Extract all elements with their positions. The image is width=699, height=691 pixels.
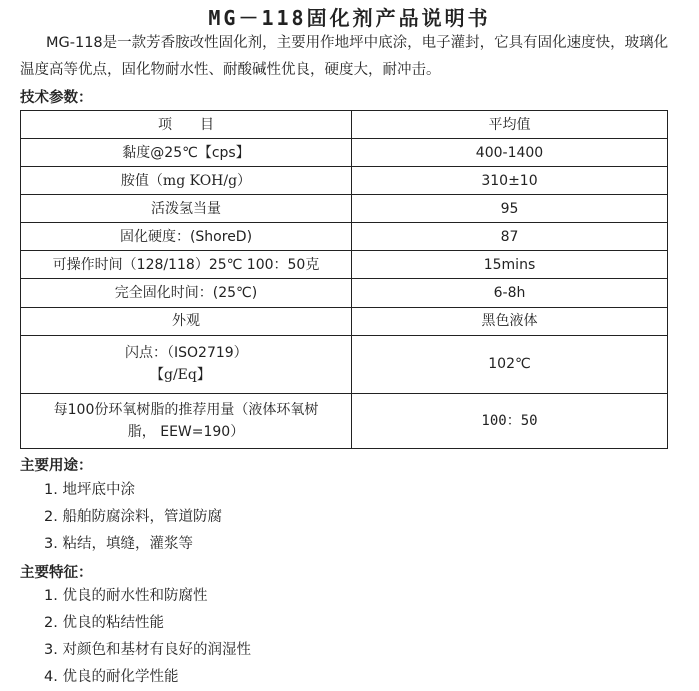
table-cell-item-line: 闪点：（ISO2719） — [125, 345, 248, 362]
table-header-item: 项 目 — [21, 111, 352, 139]
list-item: 2. 船舶防腐涂料，管道防腐 — [44, 509, 222, 525]
table-cell-item — [21, 393, 352, 448]
table-cell-value: 6-8h — [352, 279, 668, 307]
table-cell-value: 102℃ — [352, 335, 668, 393]
table-cell-value: 310±10 — [352, 167, 668, 195]
table-cell-value: 15mins — [352, 251, 668, 279]
table-row — [21, 167, 668, 195]
table-cell-item: 胺值（mg KOH/g） — [21, 167, 352, 195]
tech-params-table — [20, 110, 668, 449]
table-cell-value: 87 — [352, 223, 668, 251]
table-cell-item: 完全固化时间：(25℃) — [21, 279, 352, 307]
list-item: 3. 对颜色和基材有良好的润湿性 — [44, 642, 251, 658]
table-cell-value: 黑色液体 — [352, 307, 668, 335]
list-item: 4. 优良的耐化学性能 — [44, 669, 179, 685]
table-row — [21, 223, 668, 251]
intro-paragraph: MG-118是一款芳香胺改性固化剂，主要用作地坪中底涂，电子灌封，它具有固化速度快，玻璃化温度高等优点，固化物耐水性、耐酸碱性优良，硬度大，耐冲击。 — [20, 35, 669, 78]
table-cell-item: 外观 — [21, 307, 352, 335]
table-cell-item: 黏度@25℃【cps】 — [21, 139, 352, 167]
tech-params-heading: 技术参数： — [20, 90, 93, 106]
table-cell-item-line: 脂， EEW=190） — [127, 423, 245, 440]
table-cell-item: 活泼氢当量 — [21, 195, 352, 223]
table-row — [21, 335, 668, 393]
list-item: 2. 优良的粘结性能 — [44, 615, 164, 631]
table-cell-item: 固化硬度：(ShoreD) — [21, 223, 352, 251]
table-cell-value: 100：50 — [352, 393, 668, 448]
table-cell-value: 400-1400 — [352, 139, 668, 167]
list-item: 1. 地坪底中涂 — [44, 482, 135, 498]
table-row — [21, 279, 668, 307]
list-item: 3. 粘结，填缝，灌浆等 — [44, 536, 193, 552]
table-row — [21, 251, 668, 279]
uses-heading: 主要用途： — [20, 458, 93, 474]
features-heading: 主要特征： — [20, 565, 93, 581]
table-cell-item-line: 每100份环氧树脂的推荐用量（液体环氧树 — [53, 401, 319, 418]
list-item: 1. 优良的耐水性和防腐性 — [44, 588, 208, 604]
table-cell-item-line: 【g/Eq】 — [150, 367, 211, 384]
table-cell-item: 可操作时间（128/118）25℃ 100：50克 — [21, 251, 352, 279]
document-title: MG－118固化剂产品说明书 — [208, 6, 491, 30]
table-header-value: 平均值 — [352, 111, 668, 139]
table-row — [21, 139, 668, 167]
table-cell-item — [21, 335, 352, 393]
uses-list — [44, 477, 222, 558]
table-row — [21, 393, 668, 448]
table-row — [21, 307, 668, 335]
features-list — [44, 583, 251, 691]
table-header-row — [21, 111, 668, 139]
table-cell-value: 95 — [352, 195, 668, 223]
table-row — [21, 195, 668, 223]
